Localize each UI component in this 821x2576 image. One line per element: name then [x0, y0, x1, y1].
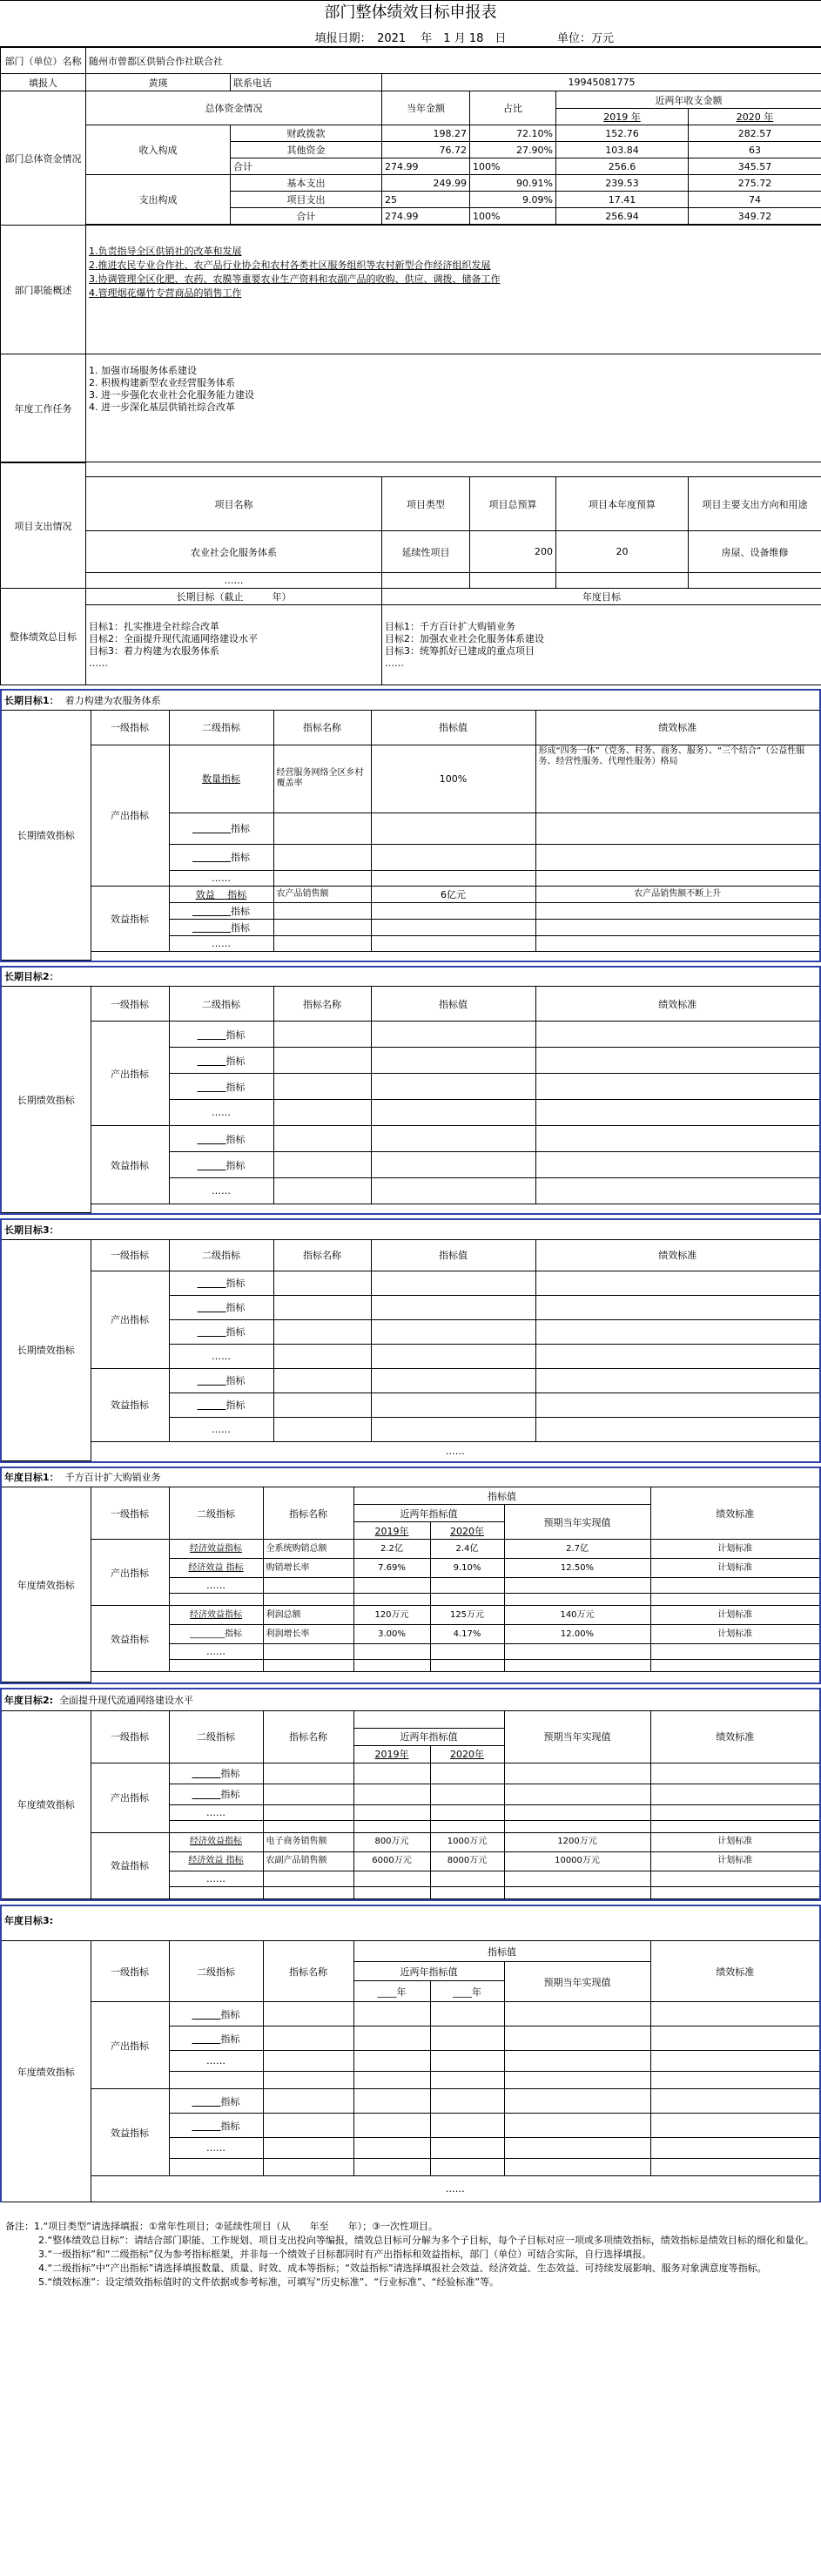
duty-item: 3.协调管理全区化肥、农药、农膜等重要农业生产资料和农副产品的收购、供应、调拨、储备工作	[89, 273, 501, 285]
val-2019: 6000万元	[353, 1851, 430, 1871]
metric-l2: 经济效益指标	[169, 1832, 263, 1851]
year-perf-label: 年度绩效指标	[2, 1941, 91, 2202]
fund-row-2019: 256.6	[556, 158, 689, 175]
fund-row-2020: 74	[689, 192, 821, 208]
val-2020: 8000万元	[430, 1851, 504, 1871]
long-goal-3-table	[2, 1220, 819, 1461]
project-table	[0, 462, 821, 685]
val-expect: 10000万元	[504, 1851, 650, 1871]
long-goal-1-table	[2, 691, 819, 961]
val-2019: 7.69%	[353, 1559, 430, 1578]
col-l1: 一级指标	[91, 710, 169, 745]
col-l2: 二级指标	[169, 987, 273, 1022]
fund-row-2020: 63	[689, 142, 821, 158]
proj-year: 20	[556, 531, 689, 573]
metric-l2	[169, 1126, 273, 1152]
proj-h-year: 项目本年度预算	[556, 477, 689, 531]
fund-header-total: 总体资金情况	[86, 91, 382, 125]
benefit-label: 效益指标	[91, 1832, 169, 1898]
col-2019: 2019年	[353, 1522, 430, 1540]
yt3-title: 年度目标3:	[4, 1914, 54, 1926]
col-recent: 近两年指标值	[353, 1505, 504, 1522]
project-label: 项目支出情况	[1, 463, 86, 589]
proj-name: 农业社会化服务体系	[86, 531, 382, 573]
val-2020: 9.10%	[430, 1559, 504, 1578]
val-std: 计划标准	[650, 1606, 819, 1625]
yt1-desc: 千方百计扩大购销业务	[64, 1472, 161, 1484]
long-goal-2	[0, 966, 821, 1216]
col-l1: 一级指标	[91, 1239, 169, 1271]
fund-row-pct: 27.90%	[470, 142, 556, 158]
fund-row-name: 其他资金	[231, 142, 382, 158]
metric-l2	[169, 1368, 273, 1393]
lt1-desc: 着力构建为农服务体系	[64, 694, 161, 706]
lt2-title: 长期目标2：	[4, 971, 59, 983]
income-label: 收入构成	[86, 125, 231, 175]
dots: ……	[445, 1445, 465, 1457]
val-std: 计划标准	[650, 1625, 819, 1644]
metric-std: 农产品销售额不断上升	[535, 886, 819, 902]
benefit-label: 效益指标	[91, 1606, 169, 1672]
col-year-blank: ____年	[353, 1981, 430, 2002]
proj-more: ……	[86, 573, 382, 589]
dots: ……	[169, 1804, 263, 1820]
long-perf-label: 长期绩效指标	[2, 710, 91, 960]
output-label: 产出指标	[91, 1540, 169, 1606]
long-perf-label: 长期绩效指标	[2, 1239, 91, 1460]
col-val: 指标值	[353, 1487, 650, 1505]
benefit-label: 效益指标	[91, 1126, 169, 1204]
col-l1: 一级指标	[91, 987, 169, 1022]
goal-item: 目标2：加强农业社会化服务体系建设	[385, 632, 544, 644]
val-std: 计划标准	[650, 1851, 819, 1871]
goal-item: 目标3：统筹抓好已建成的重点项目	[385, 644, 535, 657]
metric-l2: 数量指标	[169, 745, 273, 813]
dots: ……	[169, 1578, 263, 1594]
col-std: 绩效标准	[535, 987, 819, 1022]
metric-l2: 经济效益指标	[169, 1606, 263, 1625]
dept-name: 随州市曾都区供销合作社联合社	[86, 48, 821, 74]
metric-name: 利润总额	[263, 1606, 353, 1625]
filler-name: 黄瑛	[86, 74, 231, 91]
fund-row-2019: 152.76	[556, 125, 689, 142]
col-name: 指标名称	[273, 987, 371, 1022]
col-l2: 二级指标	[169, 1239, 273, 1271]
proj-h-budget: 项目总预算	[470, 477, 556, 531]
zb-text: 指标	[220, 1768, 240, 1779]
year-perf-label: 年度绩效指标	[2, 1487, 91, 1682]
metric-l2	[169, 1152, 273, 1178]
dots: ……	[91, 2176, 819, 2202]
zb-text: 指标	[225, 1028, 246, 1041]
metric-l2	[169, 919, 273, 935]
goal-year-list	[382, 605, 821, 685]
year-goal-3	[0, 1905, 821, 2203]
proj-h-type: 项目类型	[382, 477, 470, 531]
fund-row-current: 25	[382, 192, 470, 208]
duty-item: 1.负责指导全区供销社的改革和发展	[89, 246, 242, 257]
goal-item: ……	[89, 657, 108, 669]
note-item: 3.“一级指标”和“二级指标”仅为参考指标框架，并非每一个绩效子目标都同时有产出指标和效益指标，部门（单位）可结合实际，自行选择填报。	[38, 2249, 652, 2260]
col-name: 指标名称	[263, 1710, 353, 1763]
zb-text: 指标	[225, 1302, 246, 1313]
col-l1: 一级指标	[91, 1487, 169, 1540]
metric-l2	[169, 1393, 273, 1417]
goal-item: 目标1：扎实推进全社综合改革	[89, 620, 219, 632]
metric-l2	[169, 1074, 273, 1100]
fund-row-current: 198.27	[382, 125, 470, 142]
yt2-title-row	[2, 1689, 819, 1710]
col-l2: 二级指标	[169, 1487, 263, 1540]
metric-l2	[169, 1271, 273, 1295]
col-name: 指标名称	[263, 1487, 353, 1540]
zb-text: 指标	[225, 1399, 246, 1411]
phone-number: 19945081775	[382, 74, 821, 91]
metric-l2	[169, 1763, 263, 1784]
lt3-title-row	[2, 1220, 819, 1239]
val-2020: 1000万元	[430, 1832, 504, 1851]
long-goal-3	[0, 1218, 821, 1463]
col-std: 绩效标准	[650, 1710, 819, 1763]
col-recent: 近两年指标值	[353, 1728, 504, 1745]
dots: ……	[169, 1871, 263, 1886]
task-item: 4. 进一步深化基层供销社综合改革	[89, 401, 235, 413]
lt1-title-row	[2, 691, 819, 710]
dots: ……	[169, 1100, 273, 1126]
zb-text: 指标	[225, 1159, 246, 1171]
year-goal-3-table	[2, 1906, 819, 2203]
fund-row-current: 249.99	[382, 175, 470, 192]
fund-header-2020: 2020 年	[689, 109, 821, 125]
proj-budget: 200	[470, 531, 556, 573]
zb-text: 指标	[220, 2095, 240, 2107]
year-perf-label: 年度绩效指标	[2, 1710, 91, 1898]
zb-text: 指标	[225, 1375, 246, 1386]
output-label: 产出指标	[91, 745, 169, 886]
zb-text: 指标	[220, 2033, 240, 2045]
yt1-title: 年度目标1：	[4, 1472, 59, 1484]
col-l2: 二级指标	[169, 1710, 263, 1763]
benefit-label: 效益指标	[91, 886, 169, 951]
dept-label: 部门（单位）名称	[1, 48, 86, 74]
fund-row-2020: 282.57	[689, 125, 821, 142]
expense-label: 支出构成	[86, 175, 231, 225]
metric-l2: 效益 指标	[169, 886, 273, 902]
goal-item: 目标3：着力构建为农服务体系	[89, 644, 219, 657]
col-year-blank: ____年	[430, 1981, 504, 2002]
zb-text: 指标	[231, 852, 250, 863]
dots: ……	[169, 1178, 273, 1204]
goal-item: 目标2：全面提升现代流通网络建设水平	[89, 632, 258, 644]
col-l2: 二级指标	[169, 710, 273, 745]
unit-label: 单位：万元	[557, 32, 615, 45]
note-item: 备注：1.“项目类型”请选择填报：①常年性项目；②延续性项目（从 年至 年）；③一次性项目。	[5, 2221, 438, 2232]
val-2020: 125万元	[430, 1606, 504, 1625]
benefit-label: 效益指标	[91, 2089, 169, 2176]
duty-text	[86, 226, 821, 354]
col-name: 指标名称	[273, 710, 371, 745]
metric-l2	[169, 2026, 263, 2051]
dots: ……	[169, 935, 273, 951]
goal-item: ……	[385, 657, 404, 669]
col-l1: 一级指标	[91, 1941, 169, 2002]
fund-header-current: 当年金额	[382, 91, 470, 125]
fill-date: 填报日期： 2021 年 1 月 18 日	[314, 32, 507, 45]
long-goal-1	[0, 689, 821, 962]
fund-row-current: 76.72	[382, 142, 470, 158]
zb-text: 指标	[231, 823, 250, 834]
col-2020: 2020年	[430, 1522, 504, 1540]
page-title: 部门整体绩效目标申报表	[0, 0, 821, 25]
col-recent: 近两年指标值	[353, 1962, 504, 1981]
metric-val: 100%	[371, 745, 535, 813]
dots: ……	[169, 1644, 263, 1660]
col-2019: 2019年	[353, 1745, 430, 1763]
output-label: 产出指标	[91, 1022, 169, 1126]
col-expect: 预期当年实现值	[504, 1962, 650, 2002]
goal-label: 整体绩效总目标	[1, 589, 86, 685]
note-item: 2.“整体绩效总目标”：请结合部门职能、工作规划、项目支出投向等编报，绩效总目标可分解为多个子目标，每个子目标对应一项或多项绩效指标，绩效指标是绩效目标的细化和量化。	[38, 2235, 814, 2246]
val-2019: 120万元	[353, 1606, 430, 1625]
goal-year-header: 年度目标	[382, 589, 821, 605]
val-expect: 12.00%	[504, 1625, 650, 1644]
val-2019: 3.00%	[353, 1625, 430, 1644]
filler-label: 填报人	[1, 74, 86, 91]
lt1-title: 长期目标1：	[4, 694, 59, 706]
metric-l2	[169, 2114, 263, 2138]
fund-row-name: 合计	[231, 158, 382, 175]
fund-row-name: 基本支出	[231, 175, 382, 192]
val-2019: 800万元	[353, 1832, 430, 1851]
long-goal-2-table	[2, 968, 819, 1214]
note-item: 5.“绩效标准”：设定绩效指标值时的文件依据或参考标准，可填写“历史标准”、“行业标准”、“经验标准”等。	[38, 2276, 500, 2288]
header-table	[0, 47, 821, 462]
year-goal-2-table	[2, 1689, 819, 1899]
proj-h-name: 项目名称	[86, 477, 382, 531]
metric-l2	[169, 813, 273, 844]
col-name: 指标名称	[263, 1941, 353, 2002]
goal-long-list	[86, 605, 382, 685]
val-2020: 4.17%	[430, 1625, 504, 1644]
fund-row-pct: 72.10%	[470, 125, 556, 142]
metric-l2: 经济效益指标	[169, 1540, 263, 1559]
col-std: 绩效标准	[535, 710, 819, 745]
proj-type: 延续性项目	[382, 531, 470, 573]
col-val: 指标值	[371, 710, 535, 745]
metric-l2: 经济效益 指标	[169, 1559, 263, 1578]
fund-row-2020: 349.72	[689, 208, 821, 225]
note-item: 4.“二级指标”中“产出指标”请选择填报数量、质量、时效、成本等指标；“效益指标”请选择填报社会效益、经济效益、生态效益、可持续发展影响、服务对象满意度等指标。	[38, 2262, 767, 2274]
dots: ……	[169, 2051, 263, 2072]
duty-label: 部门职能概述	[1, 226, 86, 354]
goal-long-header: 长期目标（截止 年）	[86, 589, 382, 605]
annual-task-text	[86, 354, 821, 462]
metric-l2	[169, 1048, 273, 1074]
metric-l2	[169, 844, 273, 870]
metric-name: 全系统购销总额	[263, 1540, 353, 1559]
metric-name: 购销增长率	[263, 1559, 353, 1578]
metric-l2	[169, 1319, 273, 1344]
metric-name: 农副产品销售额	[263, 1851, 353, 1871]
col-name: 指标名称	[273, 1239, 371, 1271]
duty-item: 2.推进农民专业合作社、农产品行业协会和农村各类社区服务组织等农村新型合作经济组织发展	[89, 260, 491, 271]
card-1	[1, 125, 821, 142]
yt2-title: 年度目标2:	[4, 1694, 54, 1706]
zb-text: 指标	[220, 2120, 240, 2132]
metric-name: 农产品销售额	[273, 886, 371, 902]
annual-task-label: 年度工作任务	[1, 354, 86, 462]
metric-val: 6亿元	[371, 886, 535, 902]
val-2020: 2.4亿	[430, 1540, 504, 1559]
yt2-desc: 全面提升现代流通网络建设水平	[59, 1694, 194, 1706]
dots: ……	[169, 1344, 273, 1368]
output-label: 产出指标	[91, 1271, 169, 1368]
metric-name: 电子商务销售额	[263, 1832, 353, 1851]
zb-text: 指标	[220, 2008, 240, 2020]
col-2020: 2020年	[430, 1745, 504, 1763]
zb-text: 指标	[225, 1133, 246, 1145]
fund-row-pct: 100%	[470, 158, 556, 175]
zb-text: 指标	[231, 905, 250, 917]
long-perf-label: 长期绩效指标	[2, 987, 91, 1213]
col-std: 绩效标准	[650, 1941, 819, 2002]
lt2-title-row	[2, 968, 819, 987]
col-l1: 一级指标	[91, 1710, 169, 1763]
dots: ……	[169, 870, 273, 886]
task-item: 1. 加强市场服务体系建设	[89, 365, 197, 376]
metric-l2	[169, 902, 273, 919]
val-expect: 140万元	[504, 1606, 650, 1625]
zb-text: 指标	[225, 1055, 246, 1067]
fund-row-pct: 100%	[470, 208, 556, 225]
fund-header-2y: 近两年收支金额	[556, 91, 821, 109]
metric-l2	[169, 2002, 263, 2026]
metric-l2	[169, 1784, 263, 1804]
metric-l2	[169, 2089, 263, 2114]
val-std: 计划标准	[650, 1559, 819, 1578]
val-std: 计划标准	[650, 1540, 819, 1559]
fund-row-2020: 345.57	[689, 158, 821, 175]
zb-text: 指标	[225, 1081, 246, 1093]
metric-name: 利润增长率	[263, 1625, 353, 1644]
fund-block-label: 部门总体资金情况	[1, 91, 86, 226]
val-expect: 12.50%	[504, 1559, 650, 1578]
blank-cell	[353, 1710, 504, 1728]
fund-row-current: 274.99	[382, 158, 470, 175]
val-std: 计划标准	[650, 1832, 819, 1851]
benefit-label: 效益指标	[91, 1368, 169, 1441]
date-row	[0, 25, 821, 47]
fund-row-name: 项目支出	[231, 192, 382, 208]
phone-label: 联系电话	[231, 74, 382, 91]
duty-item: 4.管理烟花爆竹专营商品的销售工作	[89, 287, 242, 299]
yt1-title-row	[2, 1468, 819, 1487]
col-expect: 预期当年实现值	[504, 1505, 650, 1540]
fund-row-name: 合计	[231, 208, 382, 225]
yt3-title-row	[2, 1906, 819, 1941]
fund-row-pct: 9.09%	[470, 192, 556, 208]
year-goal-1	[0, 1467, 821, 1685]
output-label: 产出指标	[91, 1763, 169, 1832]
metric-l2: 经济效益 指标	[169, 1851, 263, 1871]
col-val: 指标值	[353, 1941, 650, 1962]
col-val: 指标值	[371, 1239, 535, 1271]
metric-l2	[169, 1022, 273, 1048]
proj-h-dir: 项目主要支出方向和用途	[689, 477, 821, 531]
proj-dir: 房屋、设备维修	[689, 531, 821, 573]
goal-item: 目标1：千方百计扩大购销业务	[385, 620, 515, 632]
fund-row-current: 274.99	[382, 208, 470, 225]
col-expect: 预期当年实现值	[504, 1710, 650, 1763]
fund-row-pct: 90.91%	[470, 175, 556, 192]
zb-text: 指标	[231, 921, 250, 934]
metric-l2: ________指标	[169, 1625, 263, 1644]
val-2019: 2.2亿	[353, 1540, 430, 1559]
zb-text: 指标	[220, 1789, 240, 1800]
col-std: 绩效标准	[650, 1487, 819, 1540]
fund-row-2020: 275.72	[689, 175, 821, 192]
fund-header-pct: 占比	[470, 91, 556, 125]
metric-std: 形成“四务一体”（党务、村务、商务、服务）、“三个结合”（公益性服务、经营性服务、代理性服务）格局	[535, 745, 819, 813]
notes	[0, 2215, 821, 2295]
output-label: 产出指标	[91, 2002, 169, 2089]
metric-l2	[169, 1295, 273, 1319]
card-1	[1, 175, 821, 192]
fund-row-2019: 239.53	[556, 175, 689, 192]
lt3-title: 长期目标3：	[4, 1224, 59, 1236]
col-l2: 二级指标	[169, 1941, 263, 2002]
zb-text: 指标	[225, 1326, 246, 1338]
dots: ……	[169, 2138, 263, 2159]
fund-header-2019: 2019 年	[556, 109, 689, 125]
fund-row-2019: 17.41	[556, 192, 689, 208]
col-val: 指标值	[371, 987, 535, 1022]
task-item: 3. 进一步强化农业社会化服务能力建设	[89, 389, 254, 401]
dots: ……	[169, 1417, 273, 1441]
year-goal-2	[0, 1688, 821, 1901]
year-goal-1-table	[2, 1468, 819, 1683]
metric-name: 经营服务网络全区乡村覆盖率	[273, 745, 371, 813]
val-expect: 2.7亿	[504, 1540, 650, 1559]
fund-row-2019: 256.94	[556, 208, 689, 225]
zb-text: 指标	[225, 1278, 246, 1289]
fund-row-name: 财政拨款	[231, 125, 382, 142]
col-std: 绩效标准	[535, 1239, 819, 1271]
val-expect: 1200万元	[504, 1832, 650, 1851]
task-item: 2. 积极构建新型农业经营服务体系	[89, 377, 235, 388]
fund-row-2019: 103.84	[556, 142, 689, 158]
